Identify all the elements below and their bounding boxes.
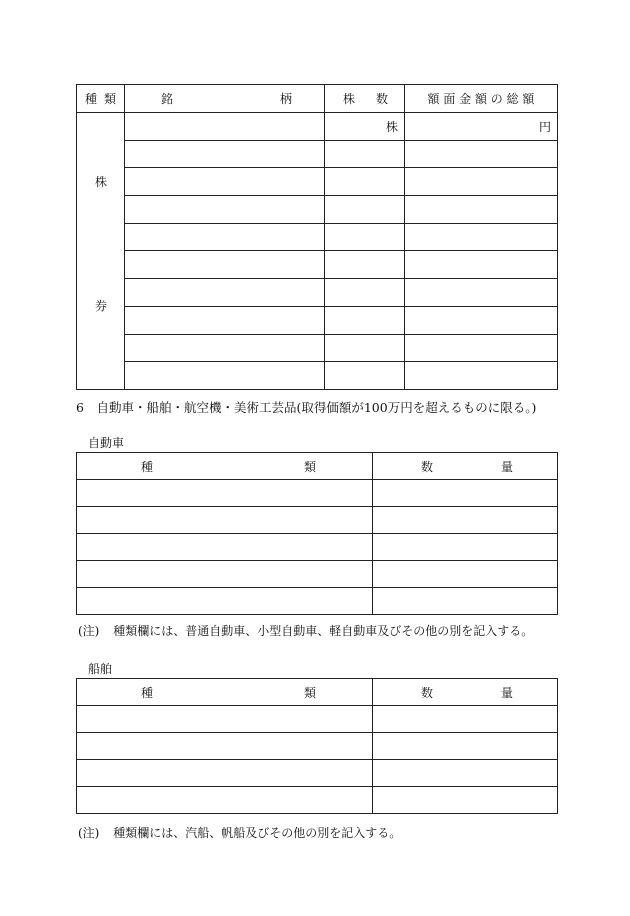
ships-note-prefix: (注) [78,826,100,840]
unit-yen: 円 [538,120,551,134]
stock-row [77,251,558,279]
cars-row [77,534,558,561]
total-cell[interactable] [405,196,558,224]
car-quantity-cell[interactable] [373,561,558,588]
ships-header-row [77,679,558,706]
car-quantity-cell[interactable] [373,507,558,534]
shares-cell[interactable] [325,279,405,307]
stock-name-cell[interactable] [125,140,325,168]
type-char-ken: 券 [95,299,108,313]
stock-name-cell[interactable] [125,168,325,196]
shares-cell[interactable] [325,140,405,168]
shares-cell[interactable] [325,113,405,141]
total-cell[interactable] [405,168,558,196]
car-type-cell[interactable] [77,561,373,588]
shares-cell[interactable] [325,223,405,251]
cars-label: 自動車 [88,436,125,450]
type-char-kabu: 株 [95,175,108,189]
cars-header-row [77,453,558,480]
ship-quantity-cell[interactable] [373,787,558,814]
shares-cell[interactable] [325,251,405,279]
cars-header-type: 種 類 [77,453,373,480]
ship-type-cell[interactable] [77,706,373,733]
stock-row [77,113,558,141]
stock-row [77,168,558,196]
car-type-cell[interactable] [77,588,373,615]
cars-row [77,561,558,588]
cars-header-quantity: 数 量 [373,453,558,480]
stock-header-row [77,85,558,113]
total-cell[interactable] [405,223,558,251]
stock-name-cell[interactable] [125,362,325,390]
car-type-cell[interactable] [77,480,373,507]
ship-type-cell[interactable] [77,733,373,760]
total-cell[interactable] [405,306,558,334]
ships-note-text: 種類欄には、汽船、帆船及びその他の別を記入する。 [113,826,402,840]
total-cell[interactable] [405,334,558,362]
total-cell[interactable] [405,140,558,168]
shares-cell[interactable] [325,334,405,362]
ships-row [77,706,558,733]
cars-note-text: 種類欄には、普通自動車、小型自動車、軽自動車及びその他の別を記入する。 [113,624,534,638]
shares-cell[interactable] [325,196,405,224]
ships-label: 船舶 [88,662,113,676]
cars-note-prefix: (注) [78,624,100,638]
stock-table [76,84,558,390]
header-stock-name: 銘 柄 [125,85,325,113]
stock-row [77,362,558,390]
header-shares: 株 数 [325,85,405,113]
shares-cell[interactable] [325,362,405,390]
stock-row [77,223,558,251]
car-type-cell[interactable] [77,534,373,561]
stock-name-cell[interactable] [125,196,325,224]
stock-name-cell[interactable] [125,251,325,279]
stock-row [77,140,558,168]
ships-row [77,760,558,787]
stock-name-cell[interactable] [125,306,325,334]
stock-type-cell [77,113,125,390]
stock-row [77,306,558,334]
stock-row [77,196,558,224]
section-6-title: 6 自動車・船舶・航空機・美術工芸品(取得価額が100万円を超えるものに限る。) [76,400,537,415]
ship-quantity-cell[interactable] [373,733,558,760]
total-cell[interactable] [405,279,558,307]
total-cell[interactable] [405,251,558,279]
ship-type-cell[interactable] [77,760,373,787]
unit-shares: 株 [385,120,398,134]
stock-row [77,334,558,362]
ships-row [77,733,558,760]
cars-row [77,480,558,507]
cars-table [76,452,558,615]
header-face-value-total: 額 面 金 額 の 総 額 [405,85,558,113]
cars-note [78,622,533,639]
total-cell[interactable] [405,113,558,141]
stock-name-cell[interactable] [125,279,325,307]
stock-name-cell[interactable] [125,113,325,141]
total-cell[interactable] [405,362,558,390]
ships-header-type: 種 類 [77,679,373,706]
ships-table [76,678,558,814]
ship-type-cell[interactable] [77,787,373,814]
car-quantity-cell[interactable] [373,534,558,561]
shares-cell[interactable] [325,306,405,334]
ships-row [77,787,558,814]
car-quantity-cell[interactable] [373,480,558,507]
shares-cell[interactable] [325,168,405,196]
header-type: 種 類 [77,85,125,113]
car-type-cell[interactable] [77,507,373,534]
ship-quantity-cell[interactable] [373,760,558,787]
stock-name-cell[interactable] [125,334,325,362]
ships-note [78,824,401,841]
stock-name-cell[interactable] [125,223,325,251]
cars-row [77,588,558,615]
stock-row [77,279,558,307]
ships-header-quantity: 数 量 [373,679,558,706]
car-quantity-cell[interactable] [373,588,558,615]
ship-quantity-cell[interactable] [373,706,558,733]
cars-row [77,507,558,534]
